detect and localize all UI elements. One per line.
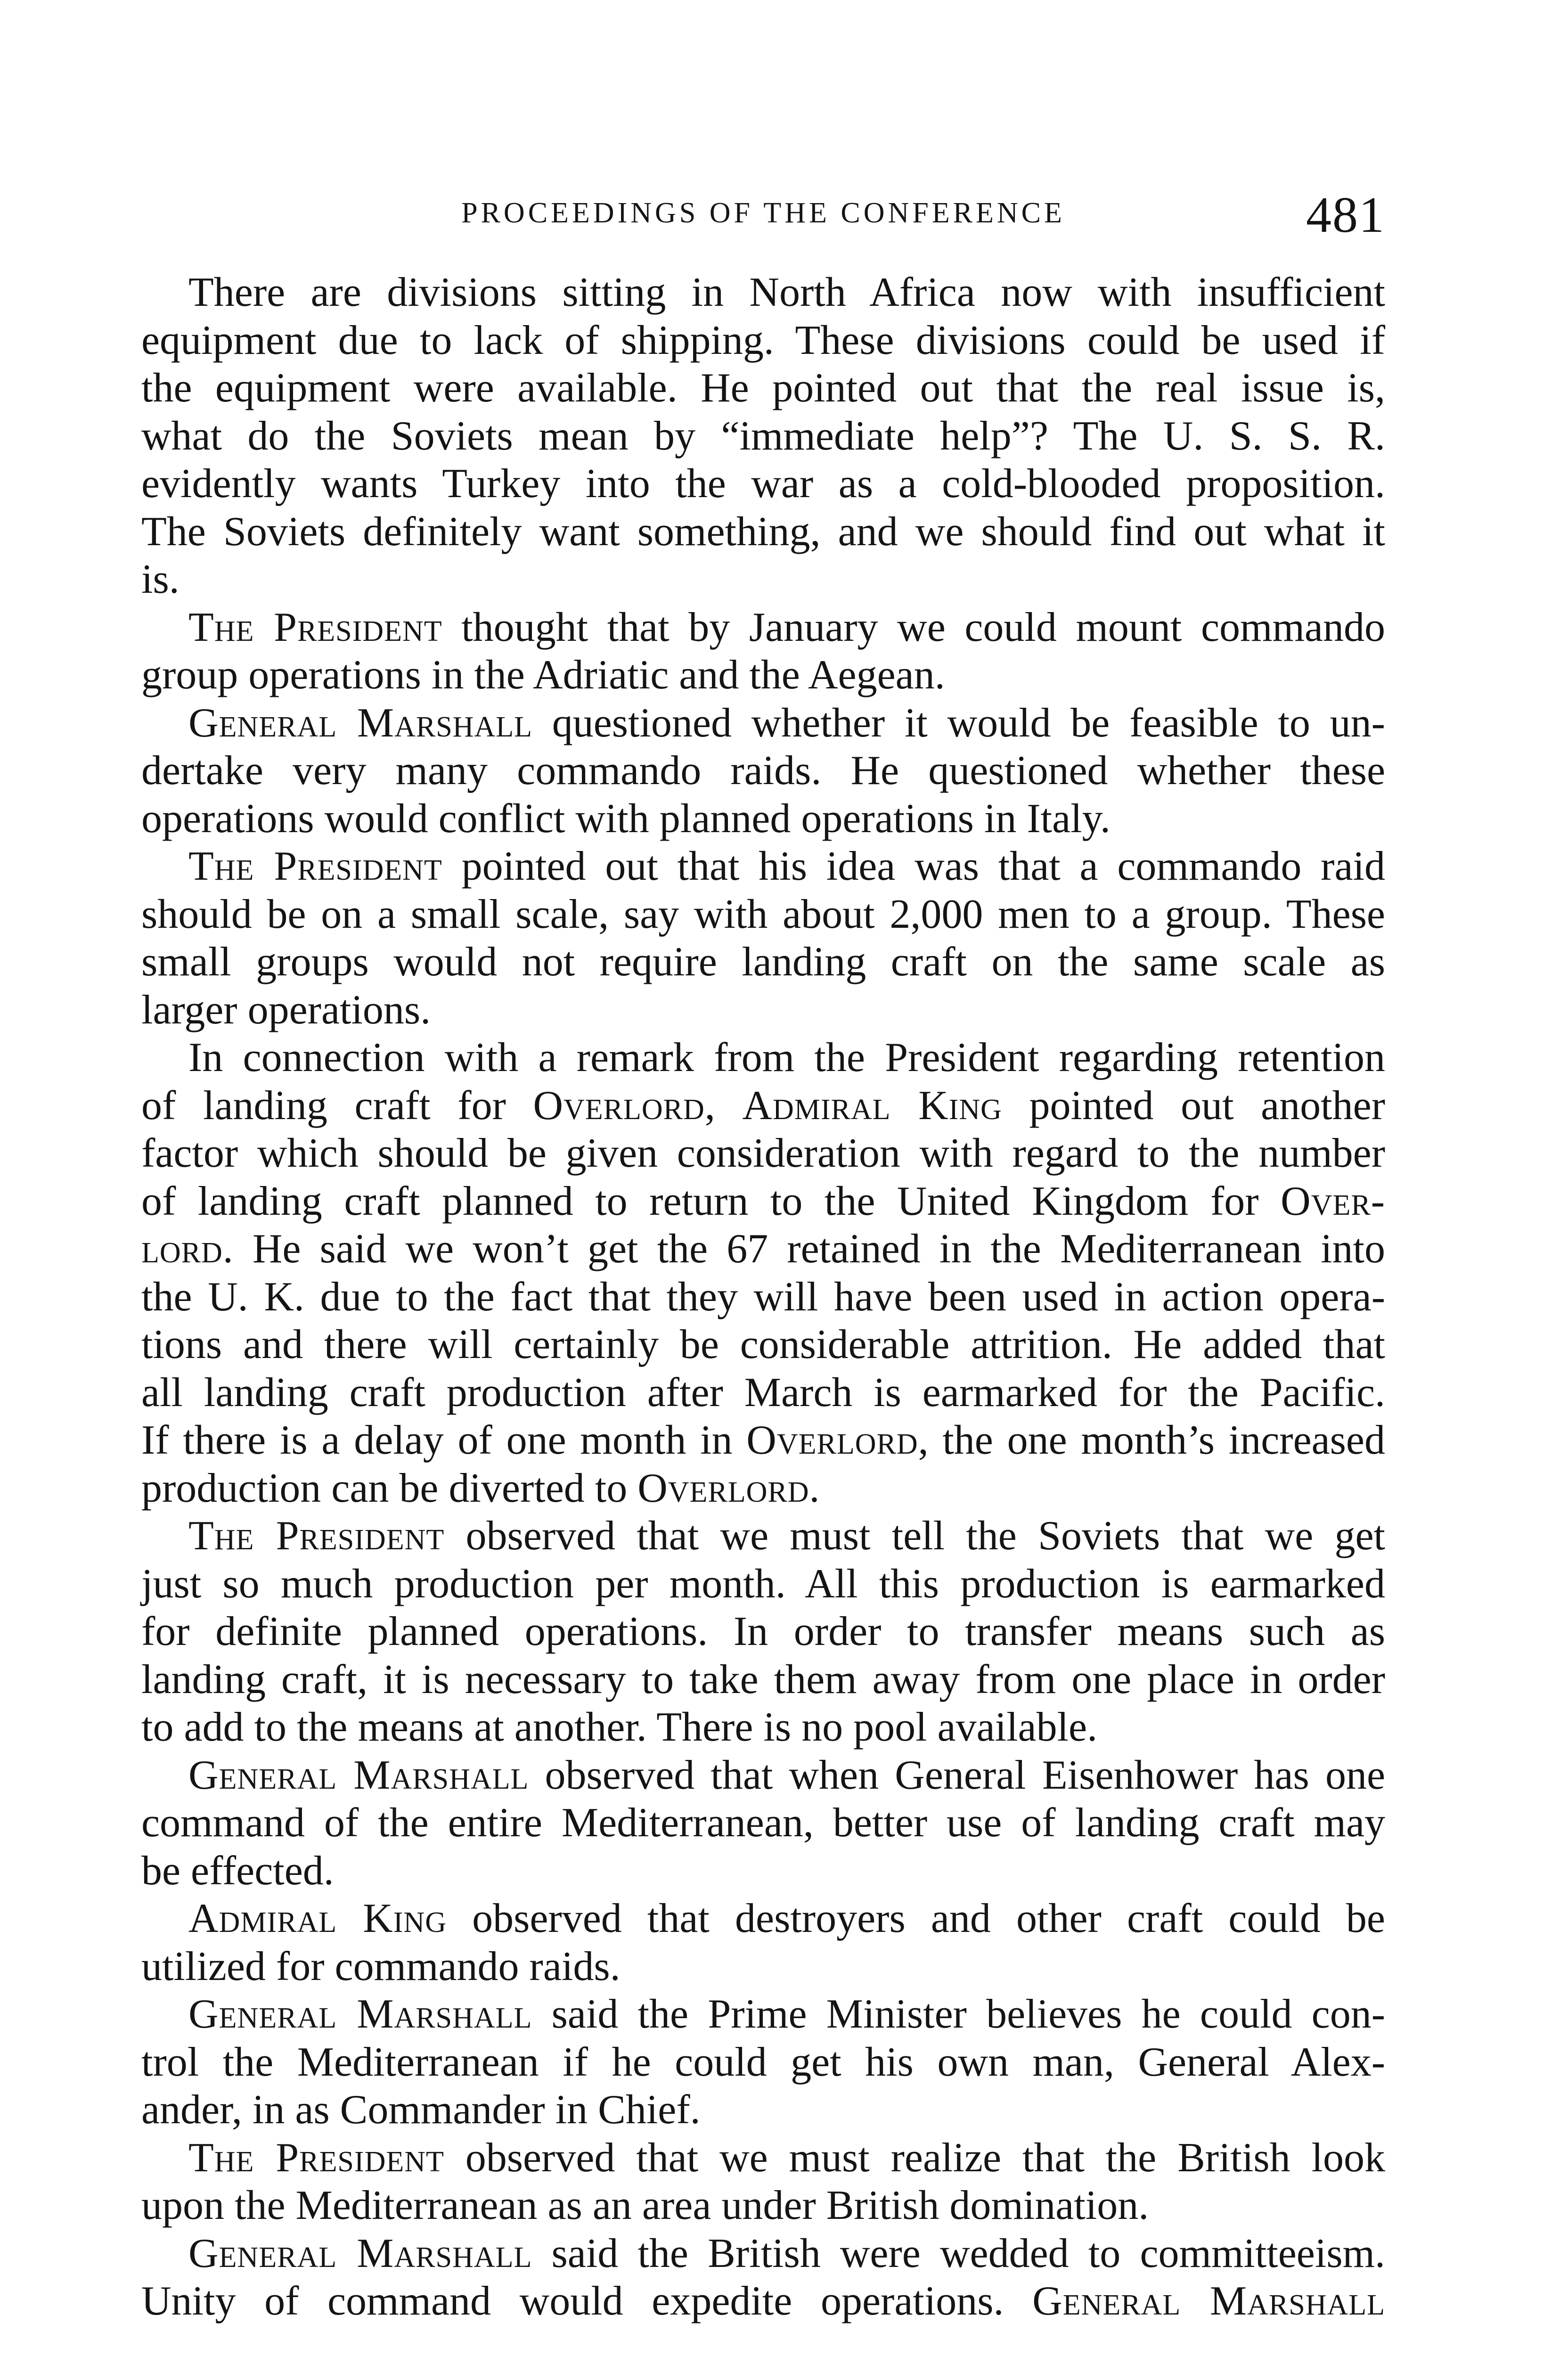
- line-text: just so much production per month. All this production is earmarked: [141, 1561, 1385, 1607]
- speaker-name: lord.: [141, 1226, 234, 1272]
- line-text: observed that we must tell the Soviets that we get: [444, 1513, 1385, 1559]
- line-text: all landing craft production after March is earmarked for the Pacific.: [141, 1369, 1385, 1415]
- text-line: [141, 317, 1385, 365]
- text-line: [141, 1943, 1385, 1991]
- line-text: tions and there will certainly be considerable attrition. He added that: [141, 1322, 1385, 1367]
- running-head: [141, 186, 1385, 247]
- text-line: [141, 651, 1385, 699]
- speaker-name: The President: [188, 604, 442, 650]
- text-line: [141, 508, 1385, 556]
- speaker-name: The President: [188, 2135, 444, 2181]
- line-text: evidently wants Turkey into the war as a cold-blooded proposition.: [141, 461, 1385, 507]
- text-line: [141, 1799, 1385, 1847]
- line-text: operations would conflict with planned operations in Italy.: [141, 795, 1111, 842]
- text-line: [141, 1464, 1385, 1513]
- paragraph: [141, 1990, 1385, 2134]
- running-title: PROCEEDINGS OF THE CONFERENCE: [461, 197, 1065, 229]
- text-line: [141, 2230, 1385, 2278]
- text-line: [141, 1129, 1385, 1178]
- paragraph: [141, 1512, 1385, 1751]
- text-line: [141, 364, 1385, 412]
- speaker-name: General Marshall: [188, 700, 532, 746]
- text-line: [141, 2277, 1385, 2325]
- line-text: If there is a delay of one month in: [141, 1417, 747, 1463]
- text-line: [141, 1847, 1385, 1895]
- text-line: [141, 986, 1385, 1034]
- line-text: larger operations.: [141, 987, 431, 1033]
- line-text: , the one month’s increased: [918, 1417, 1385, 1463]
- line-text: of landing craft for: [141, 1082, 533, 1129]
- small-caps-term: Overlord: [533, 1082, 705, 1129]
- line-text: .: [809, 1465, 820, 1511]
- line-text: be effected.: [141, 1848, 334, 1894]
- text-line: [141, 1082, 1385, 1130]
- line-text: questioned whether it would be feasible to un-: [532, 700, 1385, 746]
- line-text: pointed out another: [1002, 1082, 1385, 1129]
- paragraph: [141, 604, 1385, 699]
- small-caps-term: Overlord: [746, 1417, 918, 1463]
- paragraph: [141, 1895, 1385, 1990]
- paragraph: [141, 1751, 1385, 1895]
- line-text: The Soviets definitely want something, and we should find out what it: [141, 508, 1385, 555]
- text-line: [141, 843, 1385, 891]
- line-text: observed that we must realize that the British look: [444, 2135, 1385, 2181]
- paragraph: [141, 269, 1385, 604]
- paragraph: [141, 1034, 1385, 1512]
- line-text: small groups would not require landing craft on the same scale as: [141, 939, 1385, 985]
- line-text: production can be diverted to: [141, 1465, 638, 1511]
- text-line: [141, 938, 1385, 986]
- line-text: said the Prime Minister believes he could con-: [532, 1991, 1386, 2037]
- line-text: equipment due to lack of shipping. These divisions could be used if: [141, 317, 1385, 363]
- small-caps-term: General Marshall: [1032, 2278, 1385, 2324]
- text-line: [141, 1703, 1385, 1751]
- text-line: [141, 1990, 1385, 2038]
- line-text: to add to the means at another. There is no pool available.: [141, 1704, 1098, 1750]
- paragraph: [141, 2134, 1385, 2230]
- line-text: landing craft, it is necessary to take them away from one place in order: [141, 1656, 1385, 1702]
- text-line: [141, 891, 1385, 939]
- paragraph: [141, 699, 1385, 843]
- text-line: [141, 795, 1385, 843]
- line-text: of landing craft planned to return to the United Kingdom for: [141, 1178, 1281, 1224]
- line-text: group operations in the Adriatic and the Aegean.: [141, 652, 945, 698]
- text-line: [141, 2134, 1385, 2182]
- line-text: what do the Soviets mean by “immediate help”? The U. S. S. R.: [141, 413, 1385, 459]
- text-line: [141, 747, 1385, 795]
- speaker-name: General Marshall: [188, 2230, 532, 2276]
- text-line: [141, 1751, 1385, 1800]
- line-text: pointed out that his idea was that a commando raid: [442, 843, 1385, 889]
- line-text: He said we won’t get the 67 retained in the Mediterranean into: [233, 1226, 1385, 1272]
- line-text: trol the Mediterranean if he could get his own man, General Alex-: [141, 2039, 1385, 2085]
- text-line: [141, 460, 1385, 508]
- text-line: [141, 556, 1385, 604]
- speaker-name: General Marshall: [188, 1752, 529, 1798]
- line-text: thought that by January we could mount commando: [442, 604, 1385, 650]
- text-line: [141, 1416, 1385, 1464]
- text-line: [141, 699, 1385, 747]
- paragraph: [141, 2230, 1385, 2325]
- line-text: should be on a small scale, say with about 2,000 men to a group. These: [141, 891, 1385, 937]
- line-text: factor which should be given consideration with regard to the number: [141, 1130, 1385, 1176]
- line-text: command of the entire Mediterranean, better use of landing craft may: [141, 1800, 1385, 1846]
- small-caps-term: Admiral King: [742, 1082, 1002, 1129]
- text-line: [141, 269, 1385, 317]
- line-text: upon the Mediterranean as an area under British domination.: [141, 2183, 1149, 2228]
- small-caps-term: Overlord: [637, 1465, 809, 1511]
- small-caps-term: Over-: [1281, 1178, 1385, 1224]
- line-text: observed that when General Eisenhower has one: [529, 1752, 1386, 1798]
- text-line: [141, 2182, 1385, 2230]
- text-line: [141, 1273, 1385, 1321]
- text-line: [141, 412, 1385, 460]
- body-text: [141, 269, 1385, 2325]
- text-line: [141, 604, 1385, 652]
- text-line: [141, 1560, 1385, 1608]
- line-text: In connection with a remark from the President regarding retention: [188, 1035, 1385, 1080]
- line-text: Unity of command would expedite operations.: [141, 2278, 1033, 2324]
- text-line: [141, 1178, 1385, 1226]
- line-text: utilized for commando raids.: [141, 1943, 621, 1989]
- line-text: dertake very many commando raids. He questioned whether these: [141, 748, 1385, 794]
- line-text: There are divisions sitting in North Africa now with insufficient: [188, 270, 1385, 315]
- page-number: 481: [1306, 187, 1385, 243]
- line-text: for definite planned operations. In order to transfer means such as: [141, 1609, 1385, 1654]
- line-text: said the British were wedded to committeeism.: [532, 2230, 1386, 2276]
- line-text: observed that destroyers and other craft could be: [446, 1896, 1385, 1941]
- text-line: [141, 1895, 1385, 1943]
- text-line: [141, 2038, 1385, 2086]
- speaker-name: The President: [188, 843, 442, 889]
- line-text: the U. K. due to the fact that they will have been used in action opera-: [141, 1274, 1385, 1320]
- line-text: is.: [141, 556, 180, 602]
- line-text: ,: [704, 1082, 743, 1129]
- text-line: [141, 1369, 1385, 1417]
- speaker-name: Admiral King: [188, 1896, 447, 1941]
- line-text: ander, in as Commander in Chief.: [141, 2087, 701, 2133]
- line-text: the equipment were available. He pointed out that the real issue is,: [141, 365, 1385, 411]
- paragraph: [141, 843, 1385, 1034]
- speaker-name: General Marshall: [188, 1991, 532, 2037]
- text-line: [141, 1656, 1385, 1704]
- text-line: [141, 1512, 1385, 1560]
- speaker-name: The President: [188, 1513, 445, 1559]
- text-line: [141, 2086, 1385, 2134]
- text-line: [141, 1321, 1385, 1369]
- text-line: [141, 1608, 1385, 1656]
- text-line: [141, 1225, 1385, 1273]
- text-line: [141, 1034, 1385, 1082]
